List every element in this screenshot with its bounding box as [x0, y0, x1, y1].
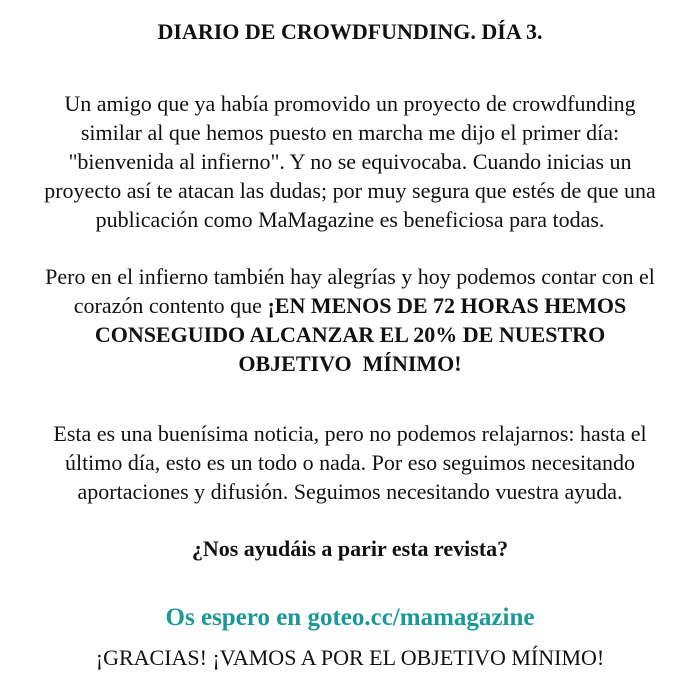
- milestone-highlight: CONSEGUIDO ALCANZAR EL 20% DE NUESTRO: [94, 322, 606, 347]
- paragraph-milestone: [0, 262, 700, 378]
- campaign-link[interactable]: Os espero en goteo.cc/mamagazine: [165, 604, 535, 631]
- text-line: similar al que hemos puesto en marcha me dijo el primer día:: [80, 120, 620, 145]
- thanks-line: ¡GRACIAS! ¡VAMOS A POR EL OBJETIVO MÍNIMO!: [95, 645, 605, 670]
- paragraph-appeal: [0, 419, 700, 506]
- text-line: último día, esto es un todo o nada. Por eso seguimos necesitando: [64, 450, 636, 475]
- text-normal: corazón contento que: [73, 293, 268, 318]
- text-line: [0, 349, 700, 378]
- text-line: [0, 320, 700, 349]
- question-line: ¿Nos ayudáis a parir esta revista?: [191, 536, 509, 561]
- text-line: [0, 291, 700, 320]
- paragraph-intro: [0, 89, 700, 234]
- post-title: DIARIO DE CROWDFUNDING. DÍA 3.: [157, 19, 543, 44]
- text-line: Esta es una buenísima noticia, pero no podemos relajarnos: hasta el: [53, 421, 647, 446]
- milestone-highlight: ¡EN MENOS DE 72 HORAS HEMOS: [267, 293, 627, 318]
- text-line: Un amigo que ya había promovido un proyecto de crowdfunding: [64, 91, 636, 116]
- text-line: Pero en el infierno también hay alegrías y hoy podemos contar con el: [45, 264, 655, 289]
- text-line: proyecto así te atacan las dudas; por muy segura que estés de que una: [44, 178, 656, 203]
- text-line: aportaciones y difusión. Seguimos necesitando vuestra ayuda.: [77, 479, 623, 504]
- text-line: "bienvenida al infierno". Y no se equivocaba. Cuando inicias un: [68, 149, 632, 174]
- text-line: publicación como MaMagazine es beneficiosa para todas.: [95, 207, 605, 232]
- milestone-highlight: OBJETIVO MÍNIMO!: [238, 351, 462, 376]
